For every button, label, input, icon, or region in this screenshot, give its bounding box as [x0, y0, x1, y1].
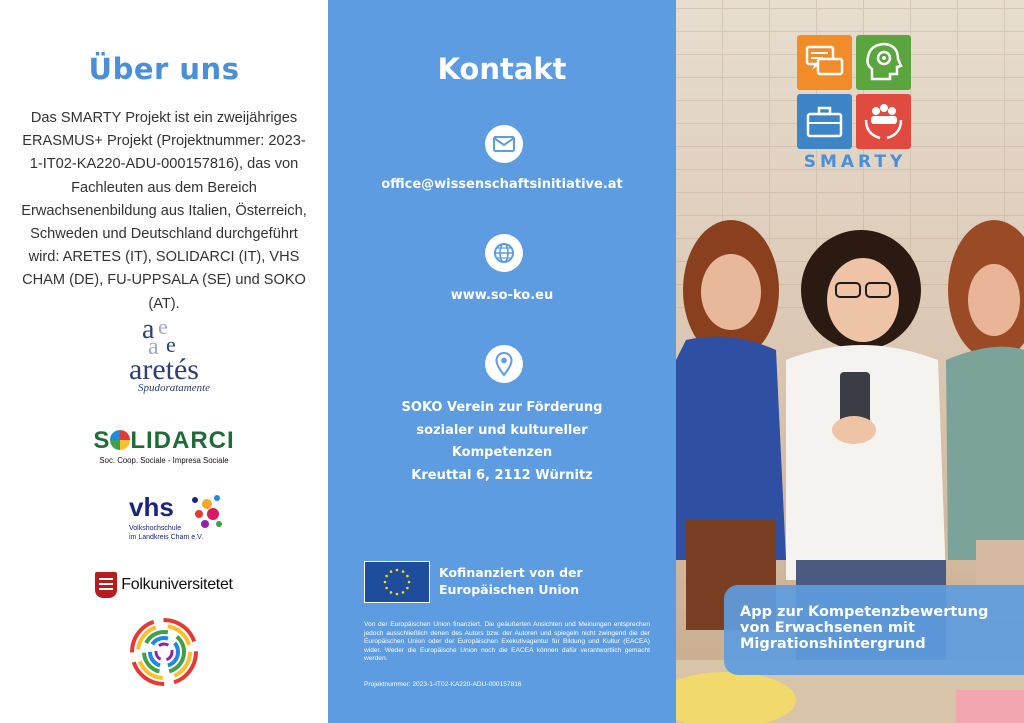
about-title: Über uns	[88, 52, 240, 86]
eu-disclaimer: Von der Europäischen Union finanziert. Die geäußerten Ansichten und Meinungen entsprechen jedoch ausschließlich denen des Autors bzw. der Autoren und spiegeln nicht zwingend die der Europäischen Union oder der Europäischen Exekutivagentur für Bildung und Kultur (EACEA) wider. Weder die Europäische Union noch die EACEA können dafür verantwortlich gemacht werden.	[364, 621, 650, 663]
chat-bubbles-icon	[797, 35, 852, 90]
contact-email[interactable]: office@wissenschaftsinitiative.at	[381, 177, 623, 192]
about-panel	[0, 0, 328, 723]
solidarci-logo	[0, 428, 328, 465]
aretes-mark-icon	[140, 312, 188, 356]
folkuniversitetet-wordmark: Folkuniversitetet	[121, 576, 233, 593]
contact-panel	[328, 0, 676, 723]
contact-title: Kontakt	[437, 52, 567, 86]
app-title: App zur Kompetenzbewertung von Erwachsenen mit Migrationshintergrund	[740, 604, 989, 652]
solidarci-o-icon	[110, 430, 130, 450]
location-pin-icon	[485, 345, 523, 383]
aretes-logo	[0, 312, 328, 394]
project-number: Projektnummer: 2023-1-IT02-KA220-ADU-000157816	[364, 681, 522, 688]
group-hands-icon	[856, 94, 911, 149]
aretes-wordmark: aretés	[129, 353, 199, 386]
folkuniversitetet-badge-icon	[95, 572, 117, 598]
solidarci-wordmark: S LIDARCI	[93, 427, 235, 454]
eu-cofunded-text: Kofinanziert von der Europäischen Union	[439, 565, 583, 597]
contact-address: SOKO Verein zur Förderung sozialer und kultureller Kompetenzen Kreuttal 6, 2112 Würnitz	[401, 400, 603, 483]
svg-text:e: e	[166, 332, 176, 356]
mail-icon	[485, 125, 523, 163]
eu-flag-icon	[364, 561, 430, 603]
svg-text:a: a	[148, 334, 159, 356]
head-gear-icon	[856, 35, 911, 90]
solidarci-tagline: Soc. Coop. Sociale - Impresa Sociale	[99, 456, 229, 465]
folkuniversitetet-logo	[0, 572, 328, 602]
contact-website[interactable]: www.so-ko.eu	[450, 288, 554, 303]
vhs-logo	[0, 492, 328, 552]
aretes-tagline: Spudoratamente	[137, 382, 211, 394]
soko-ring-icon	[128, 616, 200, 688]
about-text: Das SMARTY Projekt ist ein zweijähriges ERASMUS+ Projekt (Projektnummer: 2023-1-IT02-KA220-ADU-000157816), das von Fachleuten aus dem Bereich Erwachsenenbildung aus Italien, Österreich, Schweden und Deutschland durchgeführt wird: ARETES (IT), SOLIDARCI (IT), VHS CHAM (DE), FU-UPPSALA (SE) und SOKO (AT).	[21, 110, 307, 312]
svg-text:e: e	[158, 314, 168, 339]
svg-text:a: a	[142, 314, 155, 345]
vhs-wordmark: vhs	[129, 492, 174, 522]
vhs-tagline: Volkshochschule im Landkreis Cham e.V.	[129, 525, 204, 541]
smarty-wordmark: SMARTY	[803, 152, 907, 172]
soko-logo	[0, 616, 328, 692]
globe-icon	[485, 234, 523, 272]
briefcase-icon	[797, 94, 852, 149]
